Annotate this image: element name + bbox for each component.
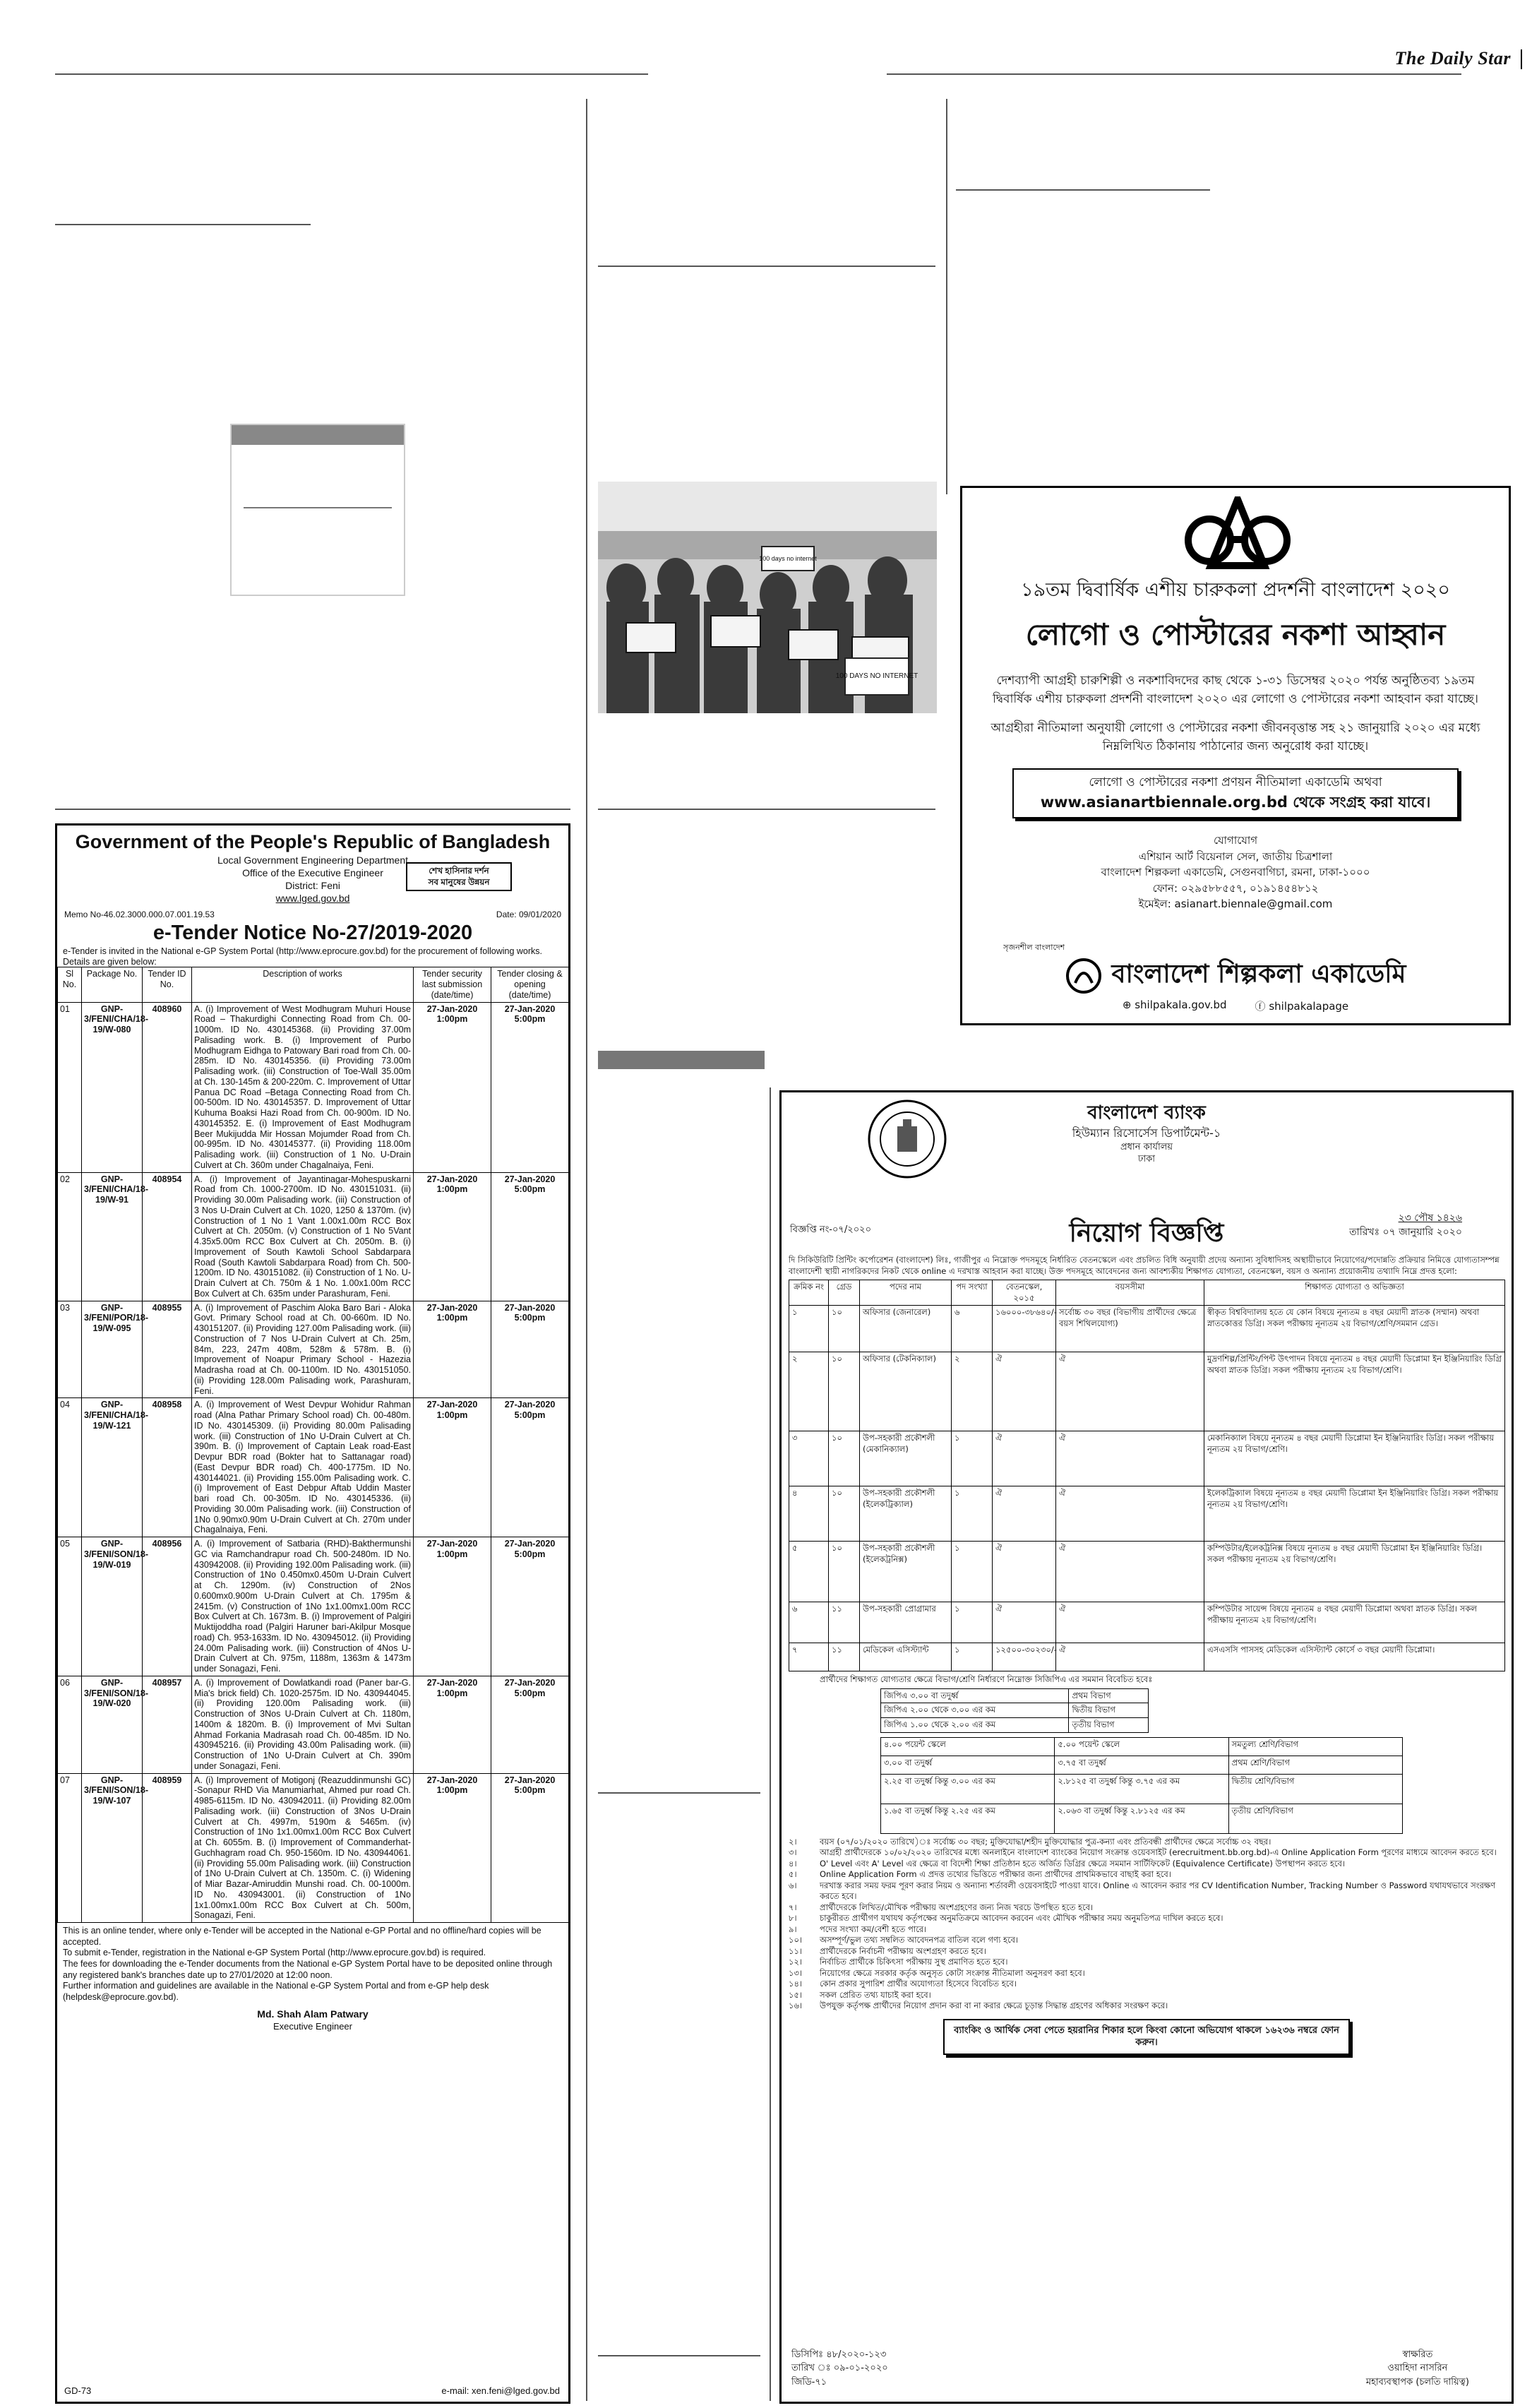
tender-id-cell: 408957 — [143, 1676, 192, 1773]
gpa-table — [880, 1688, 1149, 1733]
package-cell: GNP-3/FENI/CHA/18-19/W-080 — [82, 1002, 143, 1172]
art-ad-url-line-1: লোগো ও পোস্টারের নকশা প্রণয়ন নীতিমালা একাডেমি অথবা — [1089, 775, 1382, 790]
post-cell: অফিসার (জেনারেল) — [860, 1306, 952, 1352]
tender-id-cell: 408956 — [143, 1537, 192, 1676]
tender-intro: e-Tender is invited in the National e-GP System Portal (http://www.eprocure.gov.bd) for the procurement of following works. Details are given below: — [63, 946, 543, 967]
contact-line-1: এশিয়ান আর্ট বিয়েনাল সেল, জাতীয় চিত্রশালা — [1138, 850, 1333, 863]
closing-cell: 27-Jan-2020 5:00pm — [491, 1773, 569, 1923]
tender-id-cell: 408955 — [143, 1301, 192, 1398]
gpa-range: জিপিএ ৩.০০ বা তদুর্ধ্ব — [881, 1688, 1069, 1703]
condition-text: Online Application Form এ প্রদত্ত তথ্যের ভিত্তিতে পরীক্ষার জন্য প্রার্থীদের প্রাথমিকভাবে বাছাই করা হবে। — [820, 1869, 1171, 1880]
package-cell: GNP-3/FENI/CHA/18-19/W-121 — [82, 1398, 143, 1537]
condition-number: ১৫। — [789, 1989, 803, 2000]
count-cell: ১ — [952, 1542, 993, 1602]
condition-number: ১৩। — [789, 1967, 803, 1978]
condition-number: ৩। — [789, 1847, 797, 1858]
gpa-range: জিপিএ ১.০০ থেকে ২.০০ এর কম — [881, 1717, 1069, 1732]
art-ad-title: ১৯তম দ্বিবার্ষিক এশীয় চারুকলা প্রদর্শনী বাংলাদেশ ২০২০ — [1021, 579, 1450, 601]
bank-name: বাংলাদেশ ব্যাংক — [1087, 1102, 1206, 1123]
condition-text: অসম্পূর্ণ/ভুল তথ্য সম্বলিত আবেদনপত্র বাতিল বলে গণ্য হবে। — [820, 1935, 1019, 1945]
tender-department: Local Government Engineering Department — [217, 854, 409, 866]
signed-label: স্বাক্ষরিত — [1402, 2349, 1433, 2360]
tender-signature — [63, 2008, 563, 2033]
header-rule-left — [55, 73, 648, 75]
facebook-icon: ⓕ — [1255, 1000, 1266, 1013]
age-cell: ঐ — [1056, 1431, 1204, 1486]
condition-text: দরখাস্ত করার সময় ফরম পূরণ করার নিয়ম ও অন্যান্য শর্তাবলী ওয়েবসাইটে পাওয়া যাবে। Online এ আবেদন করার পর CV Identification Number, Tracking Number ও Password যথাযথভাবে সংরক্ষণ করতে হবে। — [820, 1880, 1496, 1902]
post-cell: মেডিকেল এসিস্ট্যান্ট — [860, 1643, 952, 1671]
closing-cell: 27-Jan-2020 5:00pm — [491, 1002, 569, 1172]
cgpa-cell: ৫.০০ পয়েন্ট স্কেলে — [1055, 1737, 1228, 1756]
recruitment-intro: দি সিকিউরিটি প্রিন্টিং কর্পোরেশন (বাংলাদেশ) লিঃ, গাজীপুর এ নিম্নোক্ত পদসমূহে নির্ধারিত বেতনস্কেলে এবং প্রচলিত বিধি অনুযায়ী প্রদেয় অন্যান্য সুবিধাদিসহ অস্থায়ীভাবে নিয়োগের/পদোন্নতি প্রক্রিয়ার নিমিত্তে যোগ্যতাসম্পন্ন বাংলাদেশী স্থায়ী নাগরিকদের নিকট থেকে online এ দরখাস্ত আহবান করা যাচ্ছে। উক্ত পদসমূহে আবেদনের জন্য আবশ্যকীয় শিক্ষাগত যোগ্যতা, বেতনস্কেল, বয়স ও অন্যান্য প্রয়োজনীয় তথ্যাদি নিম্নে প্রদত্ত হলো: — [789, 1255, 1500, 1276]
grade-cell: ১০ — [829, 1352, 860, 1431]
cgpa-cell: ২.৮১২৫ বা তদুর্ধ্ব কিন্তু ৩.৭৫ এর কম — [1055, 1774, 1228, 1804]
grade-cell: ১০ — [829, 1431, 860, 1486]
col-header-qualification: শিক্ষাগত যোগ্যতা ও অভিজ্ঞতা — [1204, 1280, 1505, 1306]
section-rule — [956, 189, 1210, 191]
tender-id-cell: 408958 — [143, 1398, 192, 1537]
academy-brand — [962, 941, 1509, 1013]
count-cell: ২ — [952, 1352, 993, 1431]
cgpa-cell: ৪.০০ পয়েন্ট স্কেলে — [881, 1737, 1055, 1756]
academy-name: বাংলাদেশ শিল্পকলা একাডেমি — [1111, 960, 1406, 989]
sl-cell: 03 — [58, 1301, 82, 1398]
ad-placeholder-box — [230, 424, 405, 596]
facebook-link[interactable] — [1255, 999, 1349, 1013]
condition-text: প্রার্থীদেরকে লিখিত/মৌখিক পরীক্ষায় অংশগ্রহণের জন্য নিজ খরচে উপস্থিত হতে হবে। — [820, 1902, 1094, 1912]
age-cell: ঐ — [1056, 1602, 1204, 1643]
tender-row — [58, 1172, 569, 1301]
serial-cell: ৪ — [789, 1486, 829, 1542]
bank-memo: বিজ্ঞপ্তি নং-০৭/২০২০ — [790, 1224, 872, 1235]
qualification-cell: স্বীকৃত বিশ্ববিদ্যালয় হতে যে কোন বিষয়ে নূন্যতম ৪ বছর মেয়াদী স্নাতক (সম্মান) অথবা স্নাতকোত্তর ডিগ্রি। সকল পরীক্ষায় নূন্যতম ২য় বিভাগ/শ্রেণি/সমমান গ্রেড। — [1204, 1306, 1505, 1352]
age-cell: ঐ — [1056, 1486, 1204, 1542]
sl-cell: 05 — [58, 1537, 82, 1676]
cgpa-cell: ২.২৫ বা তদুর্ধ্ব কিন্তু ৩.০০ এর কম — [881, 1774, 1055, 1804]
closing-cell: 27-Jan-2020 5:00pm — [491, 1537, 569, 1676]
slogan-line-1: শেখ হাসিনার দর্শন — [429, 866, 489, 876]
col-header-serial: ক্রমিক নং — [789, 1280, 829, 1306]
qualification-cell: কম্পিউটার সায়েন্স বিষয়ে নূন্যতম ৪ বছর মেয়াদী ডিপ্লোমা অথবা স্নাতক ডিগ্রি। সকল পরীক্ষায় নূন্যতম ২য় বিভাগ/শ্রেণি। — [1204, 1602, 1505, 1643]
sl-cell: 01 — [58, 1002, 82, 1172]
cgpa-cell: ২.০৬৩ বা তদুর্ধ্ব কিন্তু ২.৮১২৫ এর কম — [1055, 1804, 1228, 1833]
condition-text: বয়স (০৭/০১/২০২০ তারিখে)ঃ সর্বোচ্চ ৩০ বছর; মুক্তিযোদ্ধা/শহীদ মুক্তিযোদ্ধার পুত্র-কন্যা এবং প্রতিবন্ধী প্রার্থীদের ক্ষেত্রে সর্বোচ্চ ৩২ বছর। — [820, 1836, 1271, 1847]
description-cell: A. (i) Improvement of West Devpur Wohidur Rahman road (Alna Pathar Primary School road) Ch. 00-480m. ID No. 430145309. (ii) Providing 80.00m Palisading work. (iii) Construction of 1No U-Drain Culvert at Ch. 390m. B. (i) Improvement of Captain Leak road-East Devpur BDR road (Bokter hat to Sattanagar road) (East Devpur BDR road) Ch. 400-1775m. ID No. 430144021. (ii) Providing 155.00m Palisading work. C. (i) Improvement of East Debpur Aftab Uddin Master bari road Ch. 00-305m. ID No. 430145336. (ii) Providing 30.00m Palisading work. (iii) Construction of 1No 0.90mx0.90m U-Drain Culvert at Ch. 270m under Chagalnaiya, Feni. — [192, 1398, 414, 1537]
condition-text: চাকুরীরত প্রার্থীগণ যথাযথ কর্তৃপক্ষের অনুমতিক্রমে আবেদন করবেন এবং মৌখিক পরীক্ষার সময় অনুমতিপত্র দাখিল করতে হবে। — [820, 1913, 1223, 1924]
count-cell: ১ — [952, 1602, 993, 1643]
condition-number: ৬। — [789, 1880, 797, 1890]
post-row — [789, 1352, 1505, 1431]
post-row — [789, 1431, 1505, 1486]
gpa-division: তৃতীয় বিভাগ — [1069, 1717, 1149, 1732]
tender-id-cell: 408954 — [143, 1172, 192, 1301]
protest-sign-1-text: 100 days no internet — [759, 555, 817, 562]
age-cell: ঐ — [1056, 1542, 1204, 1602]
col-header-package: Package No. — [82, 967, 143, 1002]
tender-footnote-3: The fees for downloading the e-Tender documents from the National e-GP System Portal have to be deposited online through any registered bank's branches date up to 27/01/2020 at 12:00 noon. — [63, 1959, 553, 1980]
art-ad-contact — [962, 833, 1509, 912]
grade-cell: ১০ — [829, 1306, 860, 1352]
condition-item — [789, 1957, 1504, 1968]
scale-cell: ১৬০০০-৩৮৬৪০/- — [993, 1306, 1056, 1352]
art-ad-paragraph-2: আগ্রহীরা নীতিমালা অনুযায়ী লোগো ও পোস্টারের নকশা জীবনবৃত্তান্ত সহ ২১ জানুয়ারি ২০২০ এর মধ্যে নিম্নলিখিত ঠিকানায় পাঠানোর জন্য অনুরোধ করা যাচ্ছে। — [991, 720, 1480, 754]
condition-item — [789, 1869, 1504, 1880]
ad-placeholder-rule — [244, 507, 392, 508]
section-rule — [598, 266, 935, 267]
col-header-closing: Tender closing & opening (date/time) — [491, 967, 569, 1002]
post-cell: উপ-সহকারী প্রকৌশলী (মেকানিক্যাল) — [860, 1431, 952, 1486]
contact-email[interactable]: ইমেইল: asianart.biennale@gmail.com — [1138, 898, 1333, 911]
qualification-cell: কম্পিউটার/ইলেকট্রনিক্স বিষয়ে নূন্যতম ৪ বছর মেয়াদী ডিপ্লোমা ইন ইঞ্জিনিয়ারিং ডিগ্রি। সকল পরীক্ষায় নূন্যতম ২য় বিভাগ/শ্রেণি। — [1204, 1542, 1505, 1602]
bank-city: ঢাকা — [1138, 1154, 1155, 1165]
contact-phone: ফোন: ০২৯৫৮৮৫৫৭, ০১৯১৪৫৪৮১২ — [1152, 881, 1319, 895]
art-ad-paragraph-1: দেশব্যাপী আগ্রহী চারুশিল্পী ও নকশাবিদদের কাছ থেকে ১-৩১ ডিসেম্বর ২০২০ পর্যন্ত অনুষ্ঠিতব্য ১৯তম দ্বিবার্ষিক এশীয় চারুকলা প্রদর্শনী বাংলাদেশ ২০২০ এর লোগো ও পোস্টারের নকশা আহবান করা যাচ্ছে। — [993, 674, 1478, 707]
protest-sign-2-text: 100 DAYS NO INTERNET — [835, 672, 918, 680]
condition-item — [789, 1979, 1504, 1990]
recruitment-title: নিয়োগ বিজ্ঞপ্তি — [1069, 1218, 1224, 1248]
condition-number: ২। — [789, 1836, 797, 1847]
web-link[interactable] — [1123, 999, 1227, 1013]
gpa-division: দ্বিতীয় বিভাগ — [1069, 1703, 1149, 1718]
condition-text: উপযুক্ত কর্তৃপক্ষ প্রার্থীদের নিয়োগ প্রদান করা বা না করার ক্ষেত্রে চূড়ান্ত সিদ্ধান্ত গ্রহণের অধিকার সংরক্ষণ করে। — [820, 2001, 1168, 2011]
tender-email[interactable]: e-mail: xen.feni@lged.gov.bd — [441, 2385, 560, 2396]
ad-placeholder-header — [232, 425, 404, 445]
security-cell: 27-Jan-2020 1:00pm — [414, 1002, 491, 1172]
bangladesh-bank-logo — [866, 1098, 948, 1180]
condition-text: কোন প্রকার সুপারিশ প্রার্থীর অযোগ্যতা হিসেবে বিবেচিত হবে। — [820, 1979, 1017, 1989]
bank-signature — [1366, 2348, 1469, 2390]
tender-row — [58, 1301, 569, 1398]
recruitment-conditions — [789, 1837, 1504, 2012]
description-cell: A. (i) Improvement of Jayantinagar-Mohespuskarni Road from Ch. 1000-2700m. ID No. 430151031. (ii) Providing 30.00m Palisading work. (iii) Construction of 3 Nos U-Drain Culvert at Ch. 1020, 1250 & 1370m. (iv) Construction of 1 No 1 Vant 1.00x1.00m RCC Box Culvert at Ch. 2050m. (v) Construction of 1 No 5Vant 4.35x5.00m RCC Box Culvert at Ch. 2050m. B. (i) Improvement of South Kawtoli School Sabdarpara Road (South Kawtoli Sabdarpara Road) from Ch. 500-1200m. ID No. 430151082. (ii) Construction of 1 No. U-Drain Culvert at Ch. 750m & 1 No. 1.00x1.00m RCC Box Culvert at Ch. 635m under Parashuram, Feni. — [192, 1172, 414, 1301]
cgpa-cell: তৃতীয় শ্রেণি/বিভাগ — [1228, 1804, 1402, 1833]
section-rule — [598, 1792, 760, 1794]
serial-cell: ২ — [789, 1352, 829, 1431]
condition-item — [789, 1913, 1504, 1924]
count-cell: ১ — [952, 1431, 993, 1486]
sl-cell: 02 — [58, 1172, 82, 1301]
cgpa-cell: ৩.০০ বা তদুর্ধ্ব — [881, 1756, 1055, 1774]
count-cell: ১ — [952, 1643, 993, 1671]
column-divider-2 — [946, 99, 947, 494]
tender-website-link[interactable]: www.lged.gov.bd — [275, 893, 350, 905]
bank-date-label: তারিখঃ — [1349, 1227, 1380, 1239]
condition-item — [789, 1847, 1504, 1859]
gray-label-bar — [598, 1051, 765, 1069]
tender-table — [57, 967, 569, 1923]
description-cell: A. (i) Improvement of Satbaria (RHD)-Bakthermunshi GC via Ramchandrapur road Ch. 500-2480m. ID No. 430942008. (ii) Providing 192.00m Palisading work. (iii) Construction of 1No 0.450mx0.450m U-Drain Culvert at Ch. 1290m. (iv) Construction of 2Nos 0.600mx0.900m U-Drain Culvert at Ch. 1795m & 2415m. (v) Construction of 1No 1x1.00mx1.00m RCC Box Culvert at Ch. 1673m. B. (i) Improvement of Palgiri Muktijoddha road (Palgiri Haruner bari-Akilpur Mosque road) Ch. 953-1633m. ID No. 430945012. (ii) Providing 24.00m Palisading work. (iii) Construction of 4Nos U-Drain Culvert at Ch. 975m, 1188m, 1363m & 1473m under Sonagazi, Feni. — [192, 1537, 414, 1676]
package-cell: GNP-3/FENI/CHA/18-19/W-91 — [82, 1172, 143, 1301]
art-ad-url-line-2[interactable]: www.asianartbiennale.org.bd থেকে সংগ্রহ করা যাবে। — [1040, 794, 1431, 811]
security-cell: 27-Jan-2020 1:00pm — [414, 1398, 491, 1537]
qualification-cell: এসএসসি পাসসহ মেডিকেল এসিস্ট্যান্ট কোর্সে ৩ বছর মেয়াদী ডিপ্লোমা। — [1204, 1643, 1505, 1671]
closing-cell: 27-Jan-2020 5:00pm — [491, 1301, 569, 1398]
bank-date-bangla: ২৩ পৌষ ১৪২৬ — [1398, 1212, 1462, 1224]
closing-cell: 27-Jan-2020 5:00pm — [491, 1398, 569, 1537]
e-tender-notice — [55, 823, 570, 2404]
header-rule-right — [887, 73, 1461, 75]
government-title: Government of the People's Republic of Bangladesh — [75, 831, 551, 852]
col-header-sl: Sl No. — [58, 967, 82, 1002]
post-row — [789, 1602, 1505, 1643]
condition-text: O' Level এবং A' Level এর ক্ষেত্রে বা বিদেশী শিক্ষা প্রতিষ্ঠান হতে অর্জিত ডিগ্রির ক্ষেত্রে সমমান সার্টিফিকেট (Equivalence Certificate) উপস্থাপন করতে হবে। — [820, 1858, 1345, 1868]
tender-footnote-2: To submit e-Tender, registration in the National e-GP System Portal (http://www.eprocure.gov.bd) is required. — [63, 1948, 486, 1958]
grade-cell: ১১ — [829, 1643, 860, 1671]
column-divider-1 — [586, 99, 587, 2401]
description-cell: A. (i) Improvement of Paschim Aloka Baro Bari - Aloka Govt. Primary School road at Ch. 00-660m. ID No. 430151207. (ii) Providing 127.00m Palisading work. (iii) Construction of 7 Nos U-Drain Culvert at Ch. 25m, 84m, 223, 247m 408m, 528m & 578m. B. (i) Improvement of Noapur Primary School - Hazezia Madrasha road at Ch. 00-1100m. ID No. 430151050. (ii) Providing 128.00m Palisading work, Parashuram, Feni. — [192, 1301, 414, 1398]
condition-item — [789, 1880, 1504, 1902]
col-header-post: পদের নাম — [860, 1280, 952, 1306]
protest-photo-image — [598, 482, 937, 713]
sl-cell: 07 — [58, 1773, 82, 1923]
bank-date — [1349, 1211, 1462, 1240]
posts-table — [789, 1280, 1505, 1671]
sl-cell: 06 — [58, 1676, 82, 1773]
bank-department: হিউম্যান রিসোর্সেস ডিপার্টমেন্ট-১ — [1072, 1126, 1221, 1140]
sl-cell: 04 — [58, 1398, 82, 1537]
newspaper-masthead: The Daily Star — [1394, 48, 1511, 68]
brand-tagline: সৃজনশীল বাংলাদেশ — [1003, 943, 1065, 952]
contact-line-2: বাংলাদেশ শিল্পকলা একাডেমি, সেগুনবাগিচা, রমনা, ঢাকা-১০০০ — [1101, 866, 1370, 879]
post-row — [789, 1643, 1505, 1671]
tender-row — [58, 1002, 569, 1172]
age-cell: ঐ — [1056, 1352, 1204, 1431]
academy-logo-icon — [1065, 958, 1102, 994]
condition-text: পদের সংখ্যা কম/বেশী হতে পারে। — [820, 1924, 927, 1934]
section-rule — [598, 809, 935, 810]
post-cell: উপ-সহকারী প্রোগ্রামার — [860, 1602, 952, 1643]
security-cell: 27-Jan-2020 1:00pm — [414, 1773, 491, 1923]
col-header-tender-id: Tender ID No. — [143, 967, 192, 1002]
bank-footer-codes — [791, 2348, 888, 2390]
complaint-hotline-box: ব্যাংকিং ও আর্থিক সেবা পেতে হয়রানির শিকার হলে কিংবা কোনো অভিযোগ থাকলে ১৬২৩৬ নম্বরে ফোন করুন। — [943, 2019, 1350, 2055]
condition-item — [789, 1968, 1504, 1979]
tender-footnote-1: This is an online tender, where only e-Tender will be accepted in the National e-GP Portal and no offline/hard copies will be accepted. — [63, 1926, 541, 1947]
condition-number: ১০। — [789, 1935, 803, 1945]
section-rule — [55, 809, 570, 810]
col-header-age: বয়সসীমা — [1056, 1280, 1204, 1306]
condition-number: ৭। — [789, 1902, 797, 1912]
grade-note: প্রার্থীদের শিক্ষাগত যোগ্যতার ক্ষেত্রে বিভাগ/শ্রেণি নির্ধারণে নিম্নোক্ত সিজিপিএ এর সমমান বিবেচিত হবেঃ — [820, 1674, 1153, 1685]
condition-item — [789, 1935, 1504, 1946]
signer-name: Md. Shah Alam Patwary — [257, 2008, 369, 2020]
cgpa-cell: ১.৬৫ বা তদুর্ধ্ব কিন্তু ২.২৫ এর কম — [881, 1804, 1055, 1833]
bank-date-english: ০৭ জানুয়ারি ২০২০ — [1382, 1227, 1462, 1239]
col-header-description: Description of works — [192, 967, 414, 1002]
description-cell: A. (i) Improvement of Dowlatkandi road (Paner bar-G. Mia's brick field) Ch. 1020-2575m. ID No. 430944045. (ii) Providing 120.00m Palisading work. (iii) Construction of 3Nos U-Drain Culvert at Ch. 1180m, 1400m & 1820m. B. (i) Improvement of Mvi Sultan Ahmad Forkania Madrasah road Ch. 00-485m. ID No. 430945216. (ii) Providing 43.00m Palisading work. (iii) Construction of 1No U-Drain Culvert at Ch. 390m under Sonagazi, Feni. — [192, 1676, 414, 1773]
signer-name: ওয়াহিদা নাসরিন — [1387, 2363, 1448, 2373]
condition-text: আগ্রহী প্রার্থীদেরকে ১০/০২/২০২০ তারিখের মধ্যে অনলাইনে বাংলাদেশ ব্যাংকের নিয়োগ সংক্রান্ত ওয়েবসাইট (erecruitment.bb.org.bd)-এ Online Application Form পূরণের মাধ্যমে আবেদন করতে হবে। — [820, 1847, 1497, 1858]
post-cell: উপ-সহকারী প্রকৌশলী (ইলেকট্রনিক্স) — [860, 1542, 952, 1602]
closing-cell: 27-Jan-2020 5:00pm — [491, 1676, 569, 1773]
cgpa-table — [880, 1737, 1403, 1834]
count-cell: ১ — [952, 1486, 993, 1542]
condition-item — [789, 2001, 1504, 2012]
scale-cell: ঐ — [993, 1352, 1056, 1431]
condition-number: ১৪। — [789, 1979, 803, 1989]
section-rule — [598, 2355, 760, 2356]
condition-text: প্রার্থীদেরকে নির্বাচনী পরীক্ষায় অংশগ্রহণ করতে হবে। — [820, 1945, 986, 1956]
cgpa-cell: সমতুল্য শ্রেণি/বিভাগ — [1228, 1737, 1402, 1756]
condition-number: ৪। — [789, 1858, 797, 1868]
bank-office: প্রধান কার্যালয় — [1120, 1141, 1173, 1152]
package-cell: GNP-3/FENI/POR/18-19/W-095 — [82, 1301, 143, 1398]
scale-cell: ঐ — [993, 1486, 1056, 1542]
col-header-grade: গ্রেড — [829, 1280, 860, 1306]
col-header-security: Tender security last submission (date/time) — [414, 967, 491, 1002]
tender-memo-no: Memo No-46.02.3000.000.07.001.19.53 — [64, 909, 215, 919]
serial-cell: ৫ — [789, 1542, 829, 1602]
grade-cell: ১১ — [829, 1602, 860, 1643]
tender-row — [58, 1537, 569, 1676]
tender-date: Date: 09/01/2020 — [496, 909, 561, 919]
condition-item — [789, 1924, 1504, 1936]
condition-number: ৯। — [789, 1924, 797, 1934]
serial-cell: ৩ — [789, 1431, 829, 1486]
gd-number: জিডি-৭১ — [791, 2376, 827, 2388]
signer-designation: মহাব্যবস্থাপক (চলতি দায়িত্ব) — [1365, 2376, 1469, 2388]
col-header-count: পদ সংখ্যা — [952, 1280, 993, 1306]
condition-item — [789, 1837, 1504, 1848]
condition-number: ১২। — [789, 1957, 803, 1967]
condition-text: নিয়োগের ক্ষেত্রে সরকার কর্তৃক অনুসৃত কোটা সংক্রান্ত নীতিমালা অনুসরণ করা হবে। — [820, 1967, 1085, 1978]
art-biennale-ad — [960, 486, 1511, 1025]
package-cell: GNP-3/FENI/SON/18-19/W-107 — [82, 1773, 143, 1923]
section-rule — [55, 224, 311, 225]
condition-number: ১১। — [789, 1945, 803, 1956]
tender-id-cell: 408960 — [143, 1002, 192, 1172]
grade-cell: ১০ — [829, 1542, 860, 1602]
government-slogan-box — [406, 862, 512, 891]
cgpa-cell: প্রথম শ্রেণি/বিভাগ — [1228, 1756, 1402, 1774]
facebook-link-text: shilpakalapage — [1269, 1000, 1349, 1013]
bangladesh-bank-recruitment-ad — [779, 1090, 1514, 2404]
condition-item — [789, 1990, 1504, 2001]
cgpa-cell: দ্বিতীয় শ্রেণি/বিভাগ — [1228, 1774, 1402, 1804]
tender-row — [58, 1398, 569, 1537]
cgpa-cell: ৩.৭৫ বা তদুর্ধ্ব — [1055, 1756, 1228, 1774]
package-cell: GNP-3/FENI/SON/18-19/W-020 — [82, 1676, 143, 1773]
age-cell: সর্বোচ্চ ৩০ বছর (বিভাগীয় প্রার্থীদের ক্ষেত্রে বয়স শিথিলযোগ্য) — [1056, 1306, 1204, 1352]
serial-cell: ৭ — [789, 1643, 829, 1671]
condition-item — [789, 1946, 1504, 1957]
post-row — [789, 1542, 1505, 1602]
condition-item — [789, 1859, 1504, 1870]
signer-title: Executive Engineer — [273, 2020, 352, 2032]
post-row — [789, 1306, 1505, 1352]
count-cell: ৬ — [952, 1306, 993, 1352]
art-ad-url-box — [1012, 768, 1459, 818]
post-cell: অফিসার (টেকনিক্যাল) — [860, 1352, 952, 1431]
condition-text: সকল প্রেরিত তথ্য যাচাই করা হবে। — [820, 1989, 931, 2000]
protest-photo — [598, 482, 937, 713]
serial-cell: ৬ — [789, 1602, 829, 1643]
description-cell: A. (i) Improvement of Motigonj (Reazuddinmunshi GC) -Sonapur RHD Via Manumiarhat, Ahmed pur road Ch. 4985-6115m. ID No. 430942011. (ii) Providing 82.00m Palisading work. (iii) Construction of 3Nos U-Drain Culvert at Ch. 4997m, 5190m & 5465m. (iv) Construction of 1No 1x1.00mx1.00m RCC Box Culvert at Ch. 6055m. B. (i) Improvement of Commanderhat-Guchhagram road Ch. 950-1560m. ID No. 430944061. (ii) Providing 55.00m Palisading work. (iii) Construction of 1No U-Drain Culvert at Ch. 1350m. C. (i) Widening of Miar Bazar-Amiruddin Munshi road. Ch. 00-1000m. ID No. 430943001. (ii) Construction of 1No 1x1.00mx1.00m RCC Box Culvert at Ch. 500m, Sonagazi, Feni. — [192, 1773, 414, 1923]
condition-text: নির্বাচিত প্রার্থীকে চিকিৎসা পরীক্ষায় সুস্থ প্রমাণিত হতে হবে। — [820, 1957, 1008, 1967]
scale-cell: ১২৫০০-৩০২৩০/- — [993, 1643, 1056, 1671]
tender-row — [58, 1773, 569, 1923]
gpa-range: জিপিএ ২.০০ থেকে ৩.০০ এর কম — [881, 1703, 1069, 1718]
gpa-division: প্রথম বিভাগ — [1069, 1688, 1149, 1703]
column-divider-3 — [770, 1087, 771, 2401]
tender-office: Office of the Executive Engineer — [242, 867, 383, 879]
package-cell: GNP-3/FENI/SON/18-19/W-019 — [82, 1537, 143, 1676]
age-cell: ঐ — [1056, 1643, 1204, 1671]
tender-footnote-4: Further information and guidelines are available in the National e-GP System Portal and from e-GP help desk (helpdesk@eprocure.gov.bd). — [63, 1981, 489, 2002]
contact-heading: যোগাযোগ — [1213, 834, 1258, 847]
asian-art-biennale-logo — [1174, 496, 1301, 574]
serial-cell: ১ — [789, 1306, 829, 1352]
col-header-scale: বেতনস্কেল, ২০১৫ — [993, 1280, 1056, 1306]
condition-number: ৫। — [789, 1869, 797, 1880]
footer-date: তারিখ ঃ ০৯-০১-২০২০ — [791, 2363, 888, 2373]
condition-number: ৮। — [789, 1913, 797, 1924]
qualification-cell: মুদ্রণশিল্প/প্রিন্টিং/পিন্ট উৎপাদন বিষয়ে নূন্যতম ৪ বছর মেয়াদী ডিপ্লোমা ইন ইঞ্জিনিয়ারিং ডিগ্রি অথবা স্নাতক ডিগ্রি। সকল পরীক্ষায় নূন্যতম ২য় বিভাগ/শ্রেণি। — [1204, 1352, 1505, 1431]
security-cell: 27-Jan-2020 1:00pm — [414, 1172, 491, 1301]
web-link-text: shilpakala.gov.bd — [1135, 999, 1227, 1011]
security-cell: 27-Jan-2020 1:00pm — [414, 1537, 491, 1676]
closing-cell: 27-Jan-2020 5:00pm — [491, 1172, 569, 1301]
tender-id-cell: 408959 — [143, 1773, 192, 1923]
tender-row — [58, 1676, 569, 1773]
tender-district: District: Feni — [285, 880, 340, 892]
tender-footnotes — [57, 1923, 568, 2035]
tender-title: e-Tender Notice No-27/2019-2020 — [152, 921, 473, 944]
scale-cell: ঐ — [993, 1602, 1056, 1643]
dcp-number: ডিসিপিঃ ৪৮/২০২০-১২৩ — [791, 2349, 887, 2360]
post-row — [789, 1486, 1505, 1542]
condition-number: ১৬। — [789, 2001, 803, 2011]
description-cell: A. (i) Improvement of West Modhugram Muhuri House Road – Thakurdighi Connecting Road from Ch. 00-1000m. ID No. 430145368. (ii) Providing 37.00m Palisading work. B. (i) Improvement of Purbo Modhugram Eidhga to Patowary Bari road from Ch. 00-285m. ID No. 430145356. (ii) Providing 73.00m Palisading work. (iii) Construction of Toe-Wall 35.00m at Ch. 130-145m & 200-220m. C. Improvement of Uttar Panua DC Road –Betaga Connecting Road from Ch. 00-500m. ID No. 430145357. D. Improvement of Uttar Kuhuma Boaksi Hazi Road from Ch. 00-900m. ID No. 430145352. E. (i) Improvement of East Modhugram Beer Mukijudda Mir Hossan Mojumder Road from Ch. 00-995m. ID No. 430145377. (ii) Providing 118.00m Palisading work. (iii) Construction of 1 No. U-Drain Culvert at Ch. 360m under Chagalnaiya, Feni. — [192, 1002, 414, 1172]
post-cell: উপ-সহকারী প্রকৌশলী (ইলেকট্রিক্যাল) — [860, 1486, 952, 1542]
art-ad-headline: লোগো ও পোস্টারের নকশা আহ্বান — [1025, 617, 1446, 652]
slogan-line-2: সব মানুষের উন্নয়ন — [428, 876, 490, 887]
grade-cell: ১০ — [829, 1486, 860, 1542]
qualification-cell: মেকানিক্যাল বিষয়ে নূন্যতম ৪ বছর মেয়াদী ডিপ্লোমা ইন ইঞ্জিনিয়ারিং ডিগ্রি। সকল পরীক্ষায় নূন্যতম ২য় বিভাগ/শ্রেণি। — [1204, 1431, 1505, 1486]
tender-gd-code: GD-73 — [64, 2385, 92, 2396]
qualification-cell: ইলেকট্রিক্যাল বিষয়ে নূন্যতম ৪ বছর মেয়াদী ডিপ্লোমা ইন ইঞ্জিনিয়ারিং ডিগ্রি। সকল পরীক্ষায় নূন্যতম ২য় বিভাগ/শ্রেণি। — [1204, 1486, 1505, 1542]
condition-item — [789, 1902, 1504, 1914]
scale-cell: ঐ — [993, 1431, 1056, 1486]
security-cell: 27-Jan-2020 1:00pm — [414, 1301, 491, 1398]
globe-icon: ⊕ — [1122, 999, 1132, 1011]
security-cell: 27-Jan-2020 1:00pm — [414, 1676, 491, 1773]
scale-cell: ঐ — [993, 1542, 1056, 1602]
